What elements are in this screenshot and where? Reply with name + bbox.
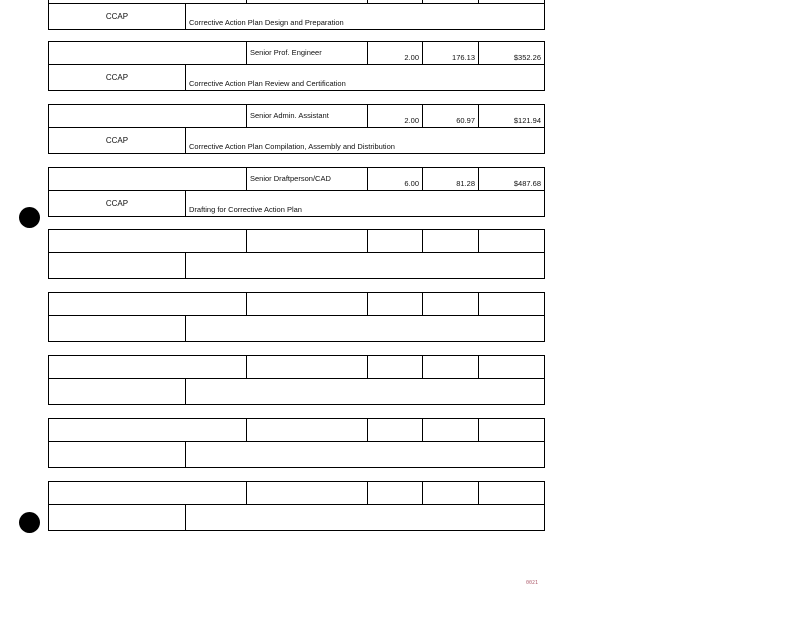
punch-hole bbox=[19, 207, 40, 228]
table-block-0 bbox=[48, 0, 545, 30]
hours-value: 2.00 bbox=[404, 116, 419, 125]
block-detail-row bbox=[48, 4, 545, 30]
task-description-cell bbox=[186, 191, 544, 216]
hours-value: 2.00 bbox=[404, 53, 419, 62]
task-description: Corrective Action Plan Review and Certification bbox=[189, 79, 346, 88]
position-title: Senior Prof. Engineer bbox=[250, 48, 322, 57]
block-header-row bbox=[48, 167, 545, 191]
position-title: Senior Admin. Assistant bbox=[250, 111, 329, 120]
position-cell bbox=[247, 105, 368, 127]
task-description-cell bbox=[186, 128, 544, 153]
empty-table-block bbox=[48, 229, 545, 279]
amount-value: $487.68 bbox=[513, 179, 541, 188]
position-cell bbox=[247, 42, 368, 64]
amount-value: $352.26 bbox=[513, 53, 541, 62]
block-detail-row bbox=[48, 191, 545, 217]
rate-cell bbox=[423, 168, 479, 190]
task-description: Drafting for Corrective Action Plan bbox=[189, 205, 302, 214]
page-stamp: 0021 bbox=[526, 580, 539, 586]
hours-cell bbox=[368, 168, 423, 190]
task-description-cell bbox=[186, 4, 544, 29]
task-code: CCAP bbox=[105, 12, 129, 21]
hours-cell bbox=[368, 105, 423, 127]
empty-table-block bbox=[48, 292, 545, 342]
block-header-row bbox=[48, 41, 545, 65]
rate-value: 81.28 bbox=[456, 179, 475, 188]
empty-table-block bbox=[48, 355, 545, 405]
task-code: CCAP bbox=[105, 136, 129, 145]
table-block-1 bbox=[48, 41, 545, 91]
rate-cell bbox=[423, 42, 479, 64]
task-code-cell bbox=[49, 65, 186, 90]
task-description-cell bbox=[186, 65, 544, 90]
hours-value: 6.00 bbox=[404, 179, 419, 188]
empty-table-block bbox=[48, 481, 545, 531]
position-cell bbox=[247, 168, 368, 190]
task-description: Corrective Action Plan Design and Preparation bbox=[189, 18, 344, 27]
task-code-cell bbox=[49, 4, 186, 29]
block-detail-row bbox=[48, 128, 545, 154]
amount-cell bbox=[479, 42, 544, 64]
task-code: CCAP bbox=[105, 199, 129, 208]
table-block-2 bbox=[48, 104, 545, 154]
amount-value: $121.94 bbox=[513, 116, 541, 125]
task-code-cell bbox=[49, 191, 186, 216]
empty-table-block bbox=[48, 418, 545, 468]
rate-value: 176.13 bbox=[452, 53, 475, 62]
task-code: CCAP bbox=[105, 73, 129, 82]
amount-cell bbox=[479, 105, 544, 127]
position-title: Senior Draftperson/CAD bbox=[250, 174, 331, 183]
task-description: Corrective Action Plan Compilation, Assembly and Distribution bbox=[189, 142, 395, 151]
block-detail-row bbox=[48, 65, 545, 91]
table-block-3 bbox=[48, 167, 545, 217]
punch-hole bbox=[19, 512, 40, 533]
amount-cell bbox=[479, 168, 544, 190]
rate-cell bbox=[423, 105, 479, 127]
task-code-cell bbox=[49, 128, 186, 153]
hours-cell bbox=[368, 42, 423, 64]
rate-value: 60.97 bbox=[456, 116, 475, 125]
block-header-row bbox=[48, 104, 545, 128]
